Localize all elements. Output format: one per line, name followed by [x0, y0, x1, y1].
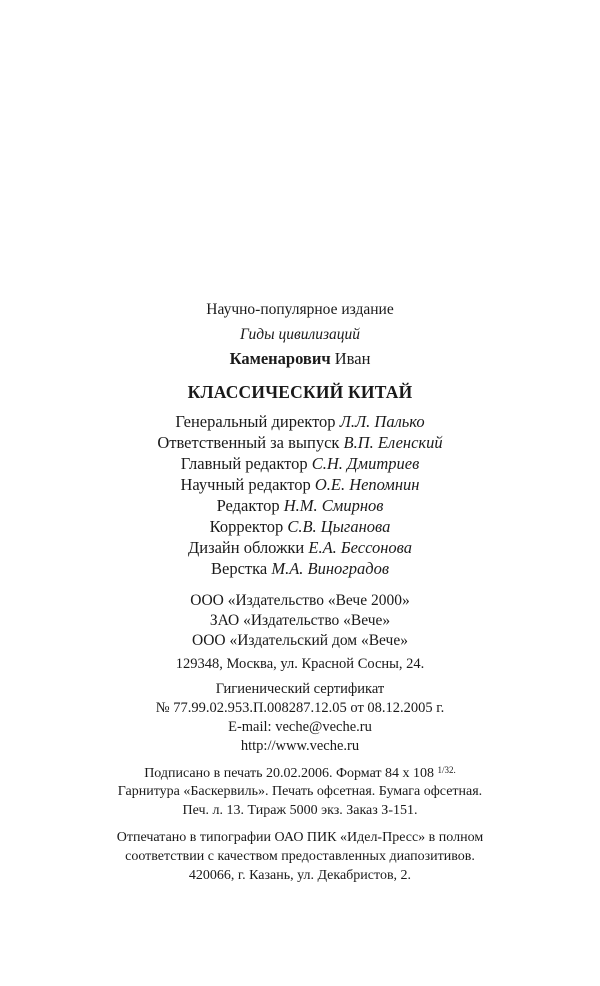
print-info-line: Гарнитура «Баскервиль». Печать офсетная. Бумага офсетная.: [117, 784, 483, 799]
website: http://www.veche.ru: [240, 738, 360, 754]
book-title: КЛАССИЧЕСКИЙ КИТАЙ: [187, 382, 413, 402]
publisher: ЗАО «Издательство «Вече»: [209, 612, 391, 629]
print-info-line: Печ. л. 13. Тираж 5000 экз. Заказ З-151.: [182, 803, 418, 818]
series-name-text: Гиды цивилизаций: [239, 326, 361, 343]
credit-person: Е.А. Бессонова: [308, 538, 412, 557]
credit-role: Главный редактор: [180, 454, 308, 473]
credit-line: [0, 414, 600, 431]
credit-role: Генеральный директор: [175, 412, 336, 431]
credit-line: [0, 498, 600, 515]
printer-info-line: Отпечатано в типографии ОАО ПИК «Идел-Пресс» в полном: [116, 830, 484, 845]
credit-line: [0, 519, 600, 536]
credit-person: Н.М. Смирнов: [283, 496, 384, 515]
credit-line: [0, 540, 600, 557]
print-info-text: Подписано в печать 20.02.2006. Формат 84 х 108: [144, 766, 435, 781]
credit-line: [0, 456, 600, 473]
series-type: Научно-популярное издание: [206, 301, 394, 318]
credit-role: Научный редактор: [180, 475, 311, 494]
address: 129348, Москва, ул. Красной Сосны, 24.: [175, 656, 425, 672]
email: E-mail: veche@veche.ru: [228, 719, 372, 735]
author: [0, 351, 600, 368]
credit-person: В.П. Еленский: [343, 433, 443, 452]
credit-role: Дизайн обложки: [188, 538, 305, 557]
format-fraction: 1/32.: [437, 765, 456, 775]
publisher: ООО «Издательский дом «Вече»: [192, 632, 408, 649]
certificate-title: Гигиенический сертификат: [215, 681, 385, 697]
credit-person: Л.Л. Палько: [339, 412, 425, 431]
credit-line: [0, 477, 600, 494]
series-name: [0, 327, 600, 343]
author-name: Иван: [334, 349, 371, 368]
credit-line: [0, 561, 600, 578]
credit-role: Верстка: [211, 559, 268, 578]
certificate-number: № 77.99.02.953.П.008287.12.05 от 08.12.2005 г.: [155, 700, 445, 716]
printer-info-line: 420066, г. Казань, ул. Декабристов, 2.: [188, 868, 412, 883]
credit-role: Ответственный за выпуск: [157, 433, 340, 452]
credit-line: [0, 435, 600, 452]
credit-person: М.А. Виноградов: [271, 559, 389, 578]
credit-person: О.Е. Непомнин: [314, 475, 420, 494]
publisher: ООО «Издательство «Вече 2000»: [190, 592, 410, 609]
printer-info-line: соответствии с качеством предоставленных диапозитивов.: [125, 849, 475, 864]
print-info-line: [0, 766, 600, 781]
credit-person: С.В. Цыганова: [287, 517, 391, 536]
author-surname: Каменарович: [229, 349, 331, 368]
credit-role: Корректор: [209, 517, 284, 536]
credit-person: С.Н. Дмитриев: [311, 454, 420, 473]
credit-role: Редактор: [216, 496, 280, 515]
